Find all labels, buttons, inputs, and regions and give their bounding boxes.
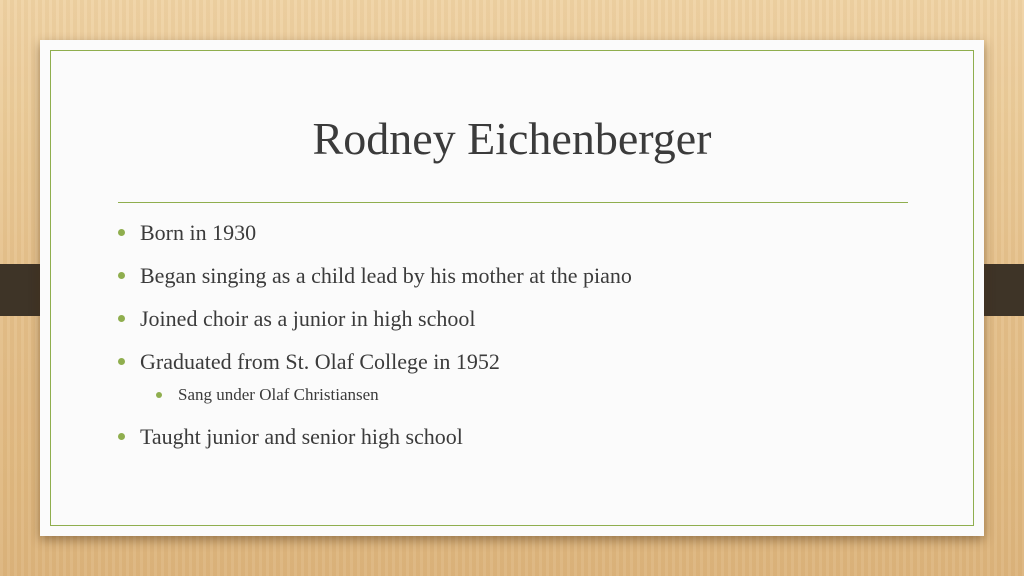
bullet-dot-icon: [118, 315, 125, 322]
bullet-item: [118, 261, 632, 291]
bullet-text: Graduated from St. Olaf College in 1952: [140, 349, 500, 374]
bullet-text: Began singing as a child lead by his mother at the piano: [140, 263, 632, 288]
bullet-item: [118, 304, 632, 334]
sub-bullet-dot-icon: [156, 392, 162, 398]
slide-title: Rodney Eichenberger: [312, 113, 712, 164]
bullet-text: Born in 1930: [140, 220, 257, 245]
bullet-list: [118, 218, 632, 465]
title-divider: [118, 202, 908, 203]
bullet-dot-icon: [118, 272, 125, 279]
bullet-text: Joined choir as a junior in high school: [140, 306, 476, 331]
bullet-item: [118, 218, 632, 248]
sub-bullet-item: [156, 384, 632, 406]
bullet-item: [118, 422, 632, 452]
bullet-dot-icon: [118, 229, 125, 236]
bullet-dot-icon: [118, 433, 125, 440]
bullet-item: [118, 347, 632, 377]
sub-bullet-text: Sang under Olaf Christiansen: [178, 385, 379, 404]
slide-card: [40, 40, 984, 536]
bullet-text: Taught junior and senior high school: [140, 424, 463, 449]
bullet-dot-icon: [118, 358, 125, 365]
